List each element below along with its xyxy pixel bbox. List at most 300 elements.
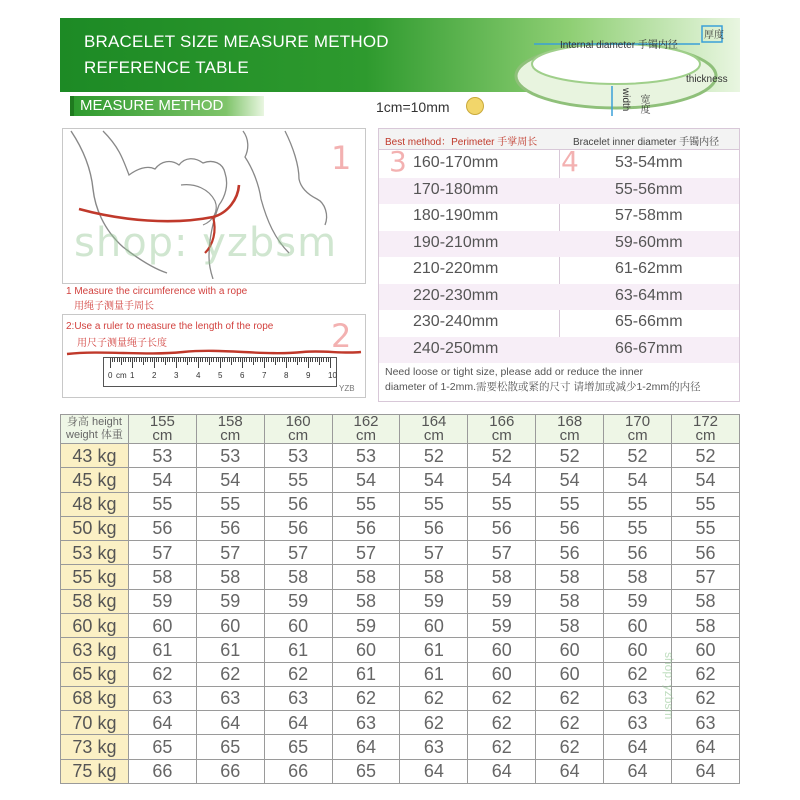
size-cell: 61 bbox=[128, 638, 196, 662]
height-unit: cm bbox=[356, 427, 376, 444]
ruler-tick bbox=[189, 358, 190, 362]
ruler-tick bbox=[198, 358, 199, 368]
size-cell: 57 bbox=[672, 565, 740, 589]
ruler-tick bbox=[253, 358, 254, 365]
size-cell: 63 bbox=[264, 686, 332, 710]
ruler-tick bbox=[224, 358, 225, 362]
ruler-tick bbox=[150, 358, 151, 362]
size-cell: 58 bbox=[604, 565, 672, 589]
perimeter-row bbox=[379, 284, 739, 310]
height-unit: cm bbox=[491, 427, 512, 444]
ruler-tick bbox=[165, 358, 166, 365]
size-cell: 62 bbox=[536, 735, 604, 759]
size-cell: 60 bbox=[536, 638, 604, 662]
size-cell: 66 bbox=[128, 759, 196, 783]
perimeter-value: 160-170mm bbox=[413, 154, 499, 171]
perimeter-value: 220-230mm bbox=[413, 286, 499, 304]
height-header bbox=[536, 415, 604, 444]
diameter-value: 61-62mm bbox=[615, 260, 683, 277]
size-cell: 62 bbox=[264, 662, 332, 686]
thickness-cn-label: 厚度 bbox=[704, 30, 724, 41]
size-cell: 65 bbox=[332, 759, 400, 783]
ruler-tick bbox=[275, 358, 276, 365]
ruler-tick bbox=[187, 358, 188, 365]
table-row bbox=[61, 638, 740, 662]
step-2-caption: 2:Use a ruler to measure the length of the rope bbox=[66, 321, 274, 332]
ruler-tick bbox=[246, 358, 247, 362]
ruler-number: 10 bbox=[328, 371, 337, 380]
size-cell: 59 bbox=[128, 589, 196, 613]
weight-cell: 73 kg bbox=[61, 735, 129, 759]
size-cell: 62 bbox=[536, 711, 604, 735]
perimeter-row bbox=[379, 337, 739, 363]
size-adjust-note bbox=[385, 365, 735, 395]
height-value: 162 bbox=[353, 413, 379, 430]
height-value: 168 bbox=[557, 413, 583, 430]
ruler-tick bbox=[297, 358, 298, 365]
weight-cell: 58 kg bbox=[61, 589, 129, 613]
ruler-tick bbox=[156, 358, 157, 362]
ruler-tick bbox=[128, 358, 129, 362]
step-1-caption: 1 Measure the circumference with a rope bbox=[66, 286, 248, 297]
size-cell: 65 bbox=[128, 735, 196, 759]
size-cell: 56 bbox=[400, 516, 468, 540]
size-cell: 60 bbox=[128, 613, 196, 637]
ruler-tick bbox=[273, 358, 274, 362]
size-cell: 64 bbox=[196, 711, 264, 735]
ruler-tick bbox=[326, 358, 327, 362]
weight-cell: 65 kg bbox=[61, 662, 129, 686]
ruler-tick bbox=[293, 358, 294, 362]
size-cell: 65 bbox=[264, 735, 332, 759]
perimeter-value: 210-220mm bbox=[413, 260, 499, 277]
perimeter-row bbox=[379, 178, 739, 204]
size-cell: 57 bbox=[264, 541, 332, 565]
size-cell: 56 bbox=[604, 541, 672, 565]
height-header bbox=[604, 415, 672, 444]
size-cell: 56 bbox=[536, 516, 604, 540]
ruler-tick bbox=[125, 358, 126, 362]
size-cell: 56 bbox=[264, 516, 332, 540]
size-cell: 54 bbox=[196, 468, 264, 492]
ruler bbox=[103, 357, 337, 387]
ruler-tick bbox=[172, 358, 173, 362]
ruler-number: 0 bbox=[108, 371, 113, 380]
size-cell: 59 bbox=[264, 589, 332, 613]
perimeter-row bbox=[379, 231, 739, 257]
perimeter-header: Best method：Perimeter 手掌周长 bbox=[385, 137, 538, 148]
ruler-tick bbox=[299, 358, 300, 362]
ruler-number: 3 bbox=[174, 371, 179, 380]
height-header bbox=[672, 415, 740, 444]
size-cell: 55 bbox=[468, 492, 536, 516]
size-cell: 60 bbox=[468, 638, 536, 662]
ruler-tick bbox=[231, 358, 232, 365]
diameter-value: 63-64mm bbox=[615, 286, 683, 304]
ruler-tick bbox=[196, 358, 197, 362]
size-cell: 62 bbox=[468, 711, 536, 735]
ruler-number: 2 bbox=[152, 371, 157, 380]
measure-method-title: MEASURE METHOD bbox=[80, 97, 224, 114]
ruler-tick bbox=[180, 358, 181, 362]
size-cell: 63 bbox=[128, 686, 196, 710]
size-cell: 59 bbox=[332, 613, 400, 637]
step-2-caption-cn: 用尺子测量绳子长度 bbox=[77, 338, 167, 349]
size-cell: 56 bbox=[196, 516, 264, 540]
table-row bbox=[61, 613, 740, 637]
ruler-tick bbox=[306, 358, 307, 362]
ruler-tick bbox=[174, 358, 175, 362]
size-cell: 54 bbox=[672, 468, 740, 492]
ruler-tick bbox=[141, 358, 142, 362]
size-cell: 58 bbox=[672, 613, 740, 637]
ruler-tick bbox=[163, 358, 164, 362]
size-cell: 55 bbox=[536, 492, 604, 516]
perimeter-row bbox=[379, 204, 739, 230]
size-cell: 56 bbox=[536, 541, 604, 565]
ruler-tick bbox=[238, 358, 239, 362]
size-cell: 52 bbox=[604, 444, 672, 468]
size-cell: 62 bbox=[536, 686, 604, 710]
size-cell: 58 bbox=[332, 565, 400, 589]
ruler-tick bbox=[319, 358, 320, 365]
size-cell: 64 bbox=[672, 759, 740, 783]
ruler-tick bbox=[284, 358, 285, 362]
perimeter-value: 190-210mm bbox=[413, 233, 499, 251]
size-cell: 61 bbox=[332, 662, 400, 686]
perimeter-table bbox=[378, 128, 740, 402]
table-row bbox=[61, 711, 740, 735]
size-cell: 61 bbox=[264, 638, 332, 662]
size-cell: 59 bbox=[468, 613, 536, 637]
size-cell: 54 bbox=[128, 468, 196, 492]
size-cell: 61 bbox=[400, 662, 468, 686]
ruler-tick bbox=[242, 358, 243, 368]
size-cell: 62 bbox=[672, 686, 740, 710]
corner-weight-label: weight 体重 bbox=[66, 429, 123, 441]
ruler-number: 1 bbox=[130, 371, 135, 380]
diameter-value: 57-58mm bbox=[615, 207, 683, 224]
perimeter-row bbox=[379, 310, 739, 336]
ruler-tick bbox=[152, 358, 153, 362]
ruler-tick bbox=[134, 358, 135, 362]
table-row bbox=[61, 735, 740, 759]
height-value: 166 bbox=[489, 413, 515, 430]
ruler-tick bbox=[147, 358, 148, 362]
ruler-tick bbox=[227, 358, 228, 362]
height-unit: cm bbox=[152, 427, 173, 444]
size-cell: 54 bbox=[536, 468, 604, 492]
ruler-tick bbox=[330, 358, 331, 368]
ruler-tick bbox=[222, 358, 223, 362]
size-cell: 60 bbox=[468, 662, 536, 686]
height-unit: cm bbox=[695, 427, 716, 444]
size-cell: 55 bbox=[128, 492, 196, 516]
width-cn-label: 宽度 bbox=[638, 94, 649, 114]
ruler-tick bbox=[244, 358, 245, 362]
size-cell: 54 bbox=[332, 468, 400, 492]
corner-height-label: 身高 height bbox=[66, 416, 122, 428]
perimeter-value: 230-240mm bbox=[413, 313, 499, 330]
table-row bbox=[61, 444, 740, 468]
size-cell: 59 bbox=[468, 589, 536, 613]
ruler-tick bbox=[112, 358, 113, 362]
step-2-number: 2 bbox=[331, 317, 352, 355]
ruler-tick bbox=[288, 358, 289, 362]
size-cell: 60 bbox=[604, 638, 672, 662]
size-cell: 60 bbox=[604, 613, 672, 637]
table-row bbox=[61, 589, 740, 613]
ruler-tick bbox=[315, 358, 316, 362]
size-cell: 65 bbox=[196, 735, 264, 759]
size-table bbox=[60, 414, 740, 784]
diameter-value: 55-56mm bbox=[615, 180, 683, 198]
size-cell: 56 bbox=[468, 516, 536, 540]
size-cell: 53 bbox=[264, 444, 332, 468]
ruler-tick bbox=[200, 358, 201, 362]
height-value: 155 bbox=[149, 413, 175, 430]
smiley-icon bbox=[466, 97, 484, 115]
height-header bbox=[196, 415, 264, 444]
weight-cell: 55 kg bbox=[61, 565, 129, 589]
size-cell: 64 bbox=[604, 735, 672, 759]
ruler-tick bbox=[216, 358, 217, 362]
internal-diameter-label: Internal diameter 手镯内径 bbox=[560, 40, 678, 51]
size-cell: 60 bbox=[264, 613, 332, 637]
size-cell: 64 bbox=[128, 711, 196, 735]
bangle-diagram bbox=[512, 24, 732, 116]
ruler-tick bbox=[191, 358, 192, 362]
perimeter-table-header bbox=[379, 129, 739, 150]
ruler-tick bbox=[119, 358, 120, 362]
weight-cell: 70 kg bbox=[61, 711, 129, 735]
size-cell: 54 bbox=[604, 468, 672, 492]
size-cell: 63 bbox=[604, 711, 672, 735]
size-cell: 55 bbox=[672, 516, 740, 540]
step-4-number: 4 bbox=[561, 145, 579, 178]
ruler-tick bbox=[310, 358, 311, 362]
note-line-2: diameter of 1-2mm.需要松散或紧的尺寸 请增加或减少1-2mm的内径 bbox=[385, 381, 701, 393]
ruler-tick bbox=[264, 358, 265, 368]
ruler-number: 5 bbox=[218, 371, 223, 380]
size-cell: 61 bbox=[400, 638, 468, 662]
ruler-tick bbox=[317, 358, 318, 362]
height-header bbox=[400, 415, 468, 444]
ruler-tick bbox=[301, 358, 302, 362]
ruler-tick bbox=[202, 358, 203, 362]
size-cell: 62 bbox=[128, 662, 196, 686]
diameter-header: Bracelet inner diameter 手镯内径 bbox=[573, 137, 720, 148]
size-cell: 66 bbox=[264, 759, 332, 783]
size-cell: 58 bbox=[196, 565, 264, 589]
ruler-tick bbox=[235, 358, 236, 362]
step-1-number: 1 bbox=[331, 139, 352, 177]
ruler-tick bbox=[161, 358, 162, 362]
size-cell: 58 bbox=[128, 565, 196, 589]
ruler-tick bbox=[110, 358, 111, 368]
ruler-tick bbox=[262, 358, 263, 362]
size-cell: 53 bbox=[196, 444, 264, 468]
shop-watermark: shop: yzbsm bbox=[74, 220, 338, 266]
size-cell: 62 bbox=[196, 662, 264, 686]
ruler-number: 4 bbox=[196, 371, 201, 380]
ruler-tick bbox=[117, 358, 118, 362]
weight-cell: 75 kg bbox=[61, 759, 129, 783]
size-cell: 61 bbox=[196, 638, 264, 662]
measure-method-tab bbox=[70, 96, 264, 116]
ruler-tick bbox=[114, 358, 115, 362]
height-unit: cm bbox=[423, 427, 444, 444]
size-cell: 58 bbox=[332, 589, 400, 613]
ruler-tick bbox=[139, 358, 140, 362]
corner-cell bbox=[61, 415, 129, 444]
ruler-tick bbox=[277, 358, 278, 362]
size-cell: 56 bbox=[672, 541, 740, 565]
ruler-tick bbox=[257, 358, 258, 362]
diameter-value: 59-60mm bbox=[615, 233, 683, 251]
ruler-tick bbox=[178, 358, 179, 362]
ruler-tick bbox=[308, 358, 309, 368]
diameter-value: 65-66mm bbox=[615, 313, 683, 330]
ruler-tick bbox=[321, 358, 322, 362]
size-cell: 64 bbox=[672, 735, 740, 759]
size-cell: 56 bbox=[332, 516, 400, 540]
size-cell: 64 bbox=[400, 759, 468, 783]
size-cell: 57 bbox=[332, 541, 400, 565]
size-cell: 64 bbox=[604, 759, 672, 783]
ruler-tick bbox=[158, 358, 159, 362]
size-cell: 62 bbox=[468, 686, 536, 710]
size-cell: 60 bbox=[332, 638, 400, 662]
height-header bbox=[332, 415, 400, 444]
ruler-tick bbox=[130, 358, 131, 362]
weight-cell: 63 kg bbox=[61, 638, 129, 662]
ruler-tick bbox=[194, 358, 195, 362]
size-cell: 58 bbox=[264, 565, 332, 589]
ruler-tick bbox=[282, 358, 283, 362]
height-unit: cm bbox=[288, 427, 309, 444]
note-line-1: Need loose or tight size, please add or reduce the inner bbox=[385, 366, 643, 378]
size-cell: 59 bbox=[604, 589, 672, 613]
size-cell: 58 bbox=[468, 565, 536, 589]
size-cell: 60 bbox=[536, 662, 604, 686]
height-header bbox=[264, 415, 332, 444]
size-cell: 62 bbox=[332, 686, 400, 710]
thickness-label: thickness bbox=[686, 74, 728, 85]
ruler-tick bbox=[211, 358, 212, 362]
ruler-tick bbox=[205, 358, 206, 362]
ruler-tick bbox=[255, 358, 256, 362]
size-cell: 55 bbox=[672, 492, 740, 516]
banner-subtitle: REFERENCE TABLE bbox=[84, 58, 249, 77]
banner-title: BRACELET SIZE MEASURE METHOD bbox=[84, 32, 389, 51]
size-cell: 58 bbox=[536, 565, 604, 589]
ruler-tick bbox=[167, 358, 168, 362]
diameter-value: 66-67mm bbox=[615, 339, 683, 357]
height-value: 164 bbox=[421, 413, 447, 430]
size-cell: 64 bbox=[468, 759, 536, 783]
ruler-tick bbox=[207, 358, 208, 362]
table-row bbox=[61, 516, 740, 540]
diameter-value: 53-54mm bbox=[615, 154, 683, 171]
height-value: 170 bbox=[625, 413, 651, 430]
size-cell: 53 bbox=[332, 444, 400, 468]
ruler-tick bbox=[218, 358, 219, 362]
size-cell: 64 bbox=[264, 711, 332, 735]
ruler-unit: cm bbox=[116, 371, 127, 380]
table-row bbox=[61, 759, 740, 783]
size-cell: 64 bbox=[536, 759, 604, 783]
ruler-tick bbox=[266, 358, 267, 362]
ruler-tick bbox=[183, 358, 184, 362]
size-cell: 54 bbox=[468, 468, 536, 492]
ruler-tick bbox=[295, 358, 296, 362]
height-unit: cm bbox=[220, 427, 241, 444]
ruler-tick bbox=[136, 358, 137, 362]
height-value: 158 bbox=[217, 413, 243, 430]
size-cell: 60 bbox=[400, 613, 468, 637]
table-row bbox=[61, 686, 740, 710]
size-cell: 64 bbox=[332, 735, 400, 759]
size-cell: 52 bbox=[536, 444, 604, 468]
perimeter-value: 180-190mm bbox=[413, 207, 499, 224]
size-cell: 63 bbox=[604, 686, 672, 710]
width-label: width bbox=[620, 88, 631, 112]
ruler-tick bbox=[143, 358, 144, 365]
step-1-caption-cn: 用绳子测量手周长 bbox=[74, 301, 154, 312]
size-cell: 62 bbox=[400, 686, 468, 710]
weight-cell: 60 kg bbox=[61, 613, 129, 637]
weight-cell: 48 kg bbox=[61, 492, 129, 516]
table-row bbox=[61, 492, 740, 516]
perimeter-value: 240-250mm bbox=[413, 339, 499, 357]
ruler-tick bbox=[312, 358, 313, 362]
size-cell: 57 bbox=[400, 541, 468, 565]
size-cell: 52 bbox=[672, 444, 740, 468]
size-cell: 57 bbox=[196, 541, 264, 565]
ruler-tick bbox=[268, 358, 269, 362]
size-cell: 58 bbox=[536, 589, 604, 613]
ruler-tick bbox=[240, 358, 241, 362]
ruler-number: 9 bbox=[306, 371, 311, 380]
side-watermark: shop: yzbsm bbox=[662, 652, 676, 720]
size-table-body bbox=[61, 444, 740, 784]
size-cell: 54 bbox=[400, 468, 468, 492]
size-cell: 52 bbox=[400, 444, 468, 468]
step-3-number: 3 bbox=[389, 145, 407, 178]
ruler-tick bbox=[132, 358, 133, 368]
perimeter-value: 170-180mm bbox=[413, 180, 499, 198]
size-cell: 58 bbox=[536, 613, 604, 637]
size-cell: 55 bbox=[604, 516, 672, 540]
size-cell: 62 bbox=[400, 711, 468, 735]
ruler-tick bbox=[209, 358, 210, 365]
perimeter-row bbox=[379, 151, 739, 177]
ruler-tick bbox=[290, 358, 291, 362]
size-cell: 56 bbox=[264, 492, 332, 516]
size-cell: 63 bbox=[672, 711, 740, 735]
size-cell: 59 bbox=[400, 589, 468, 613]
size-cell: 57 bbox=[128, 541, 196, 565]
size-cell: 62 bbox=[468, 735, 536, 759]
ruler-tick bbox=[279, 358, 280, 362]
height-value: 160 bbox=[285, 413, 311, 430]
height-unit: cm bbox=[627, 427, 648, 444]
size-cell: 62 bbox=[604, 662, 672, 686]
size-cell: 60 bbox=[672, 638, 740, 662]
perimeter-row bbox=[379, 257, 739, 283]
ruler-tick bbox=[323, 358, 324, 362]
